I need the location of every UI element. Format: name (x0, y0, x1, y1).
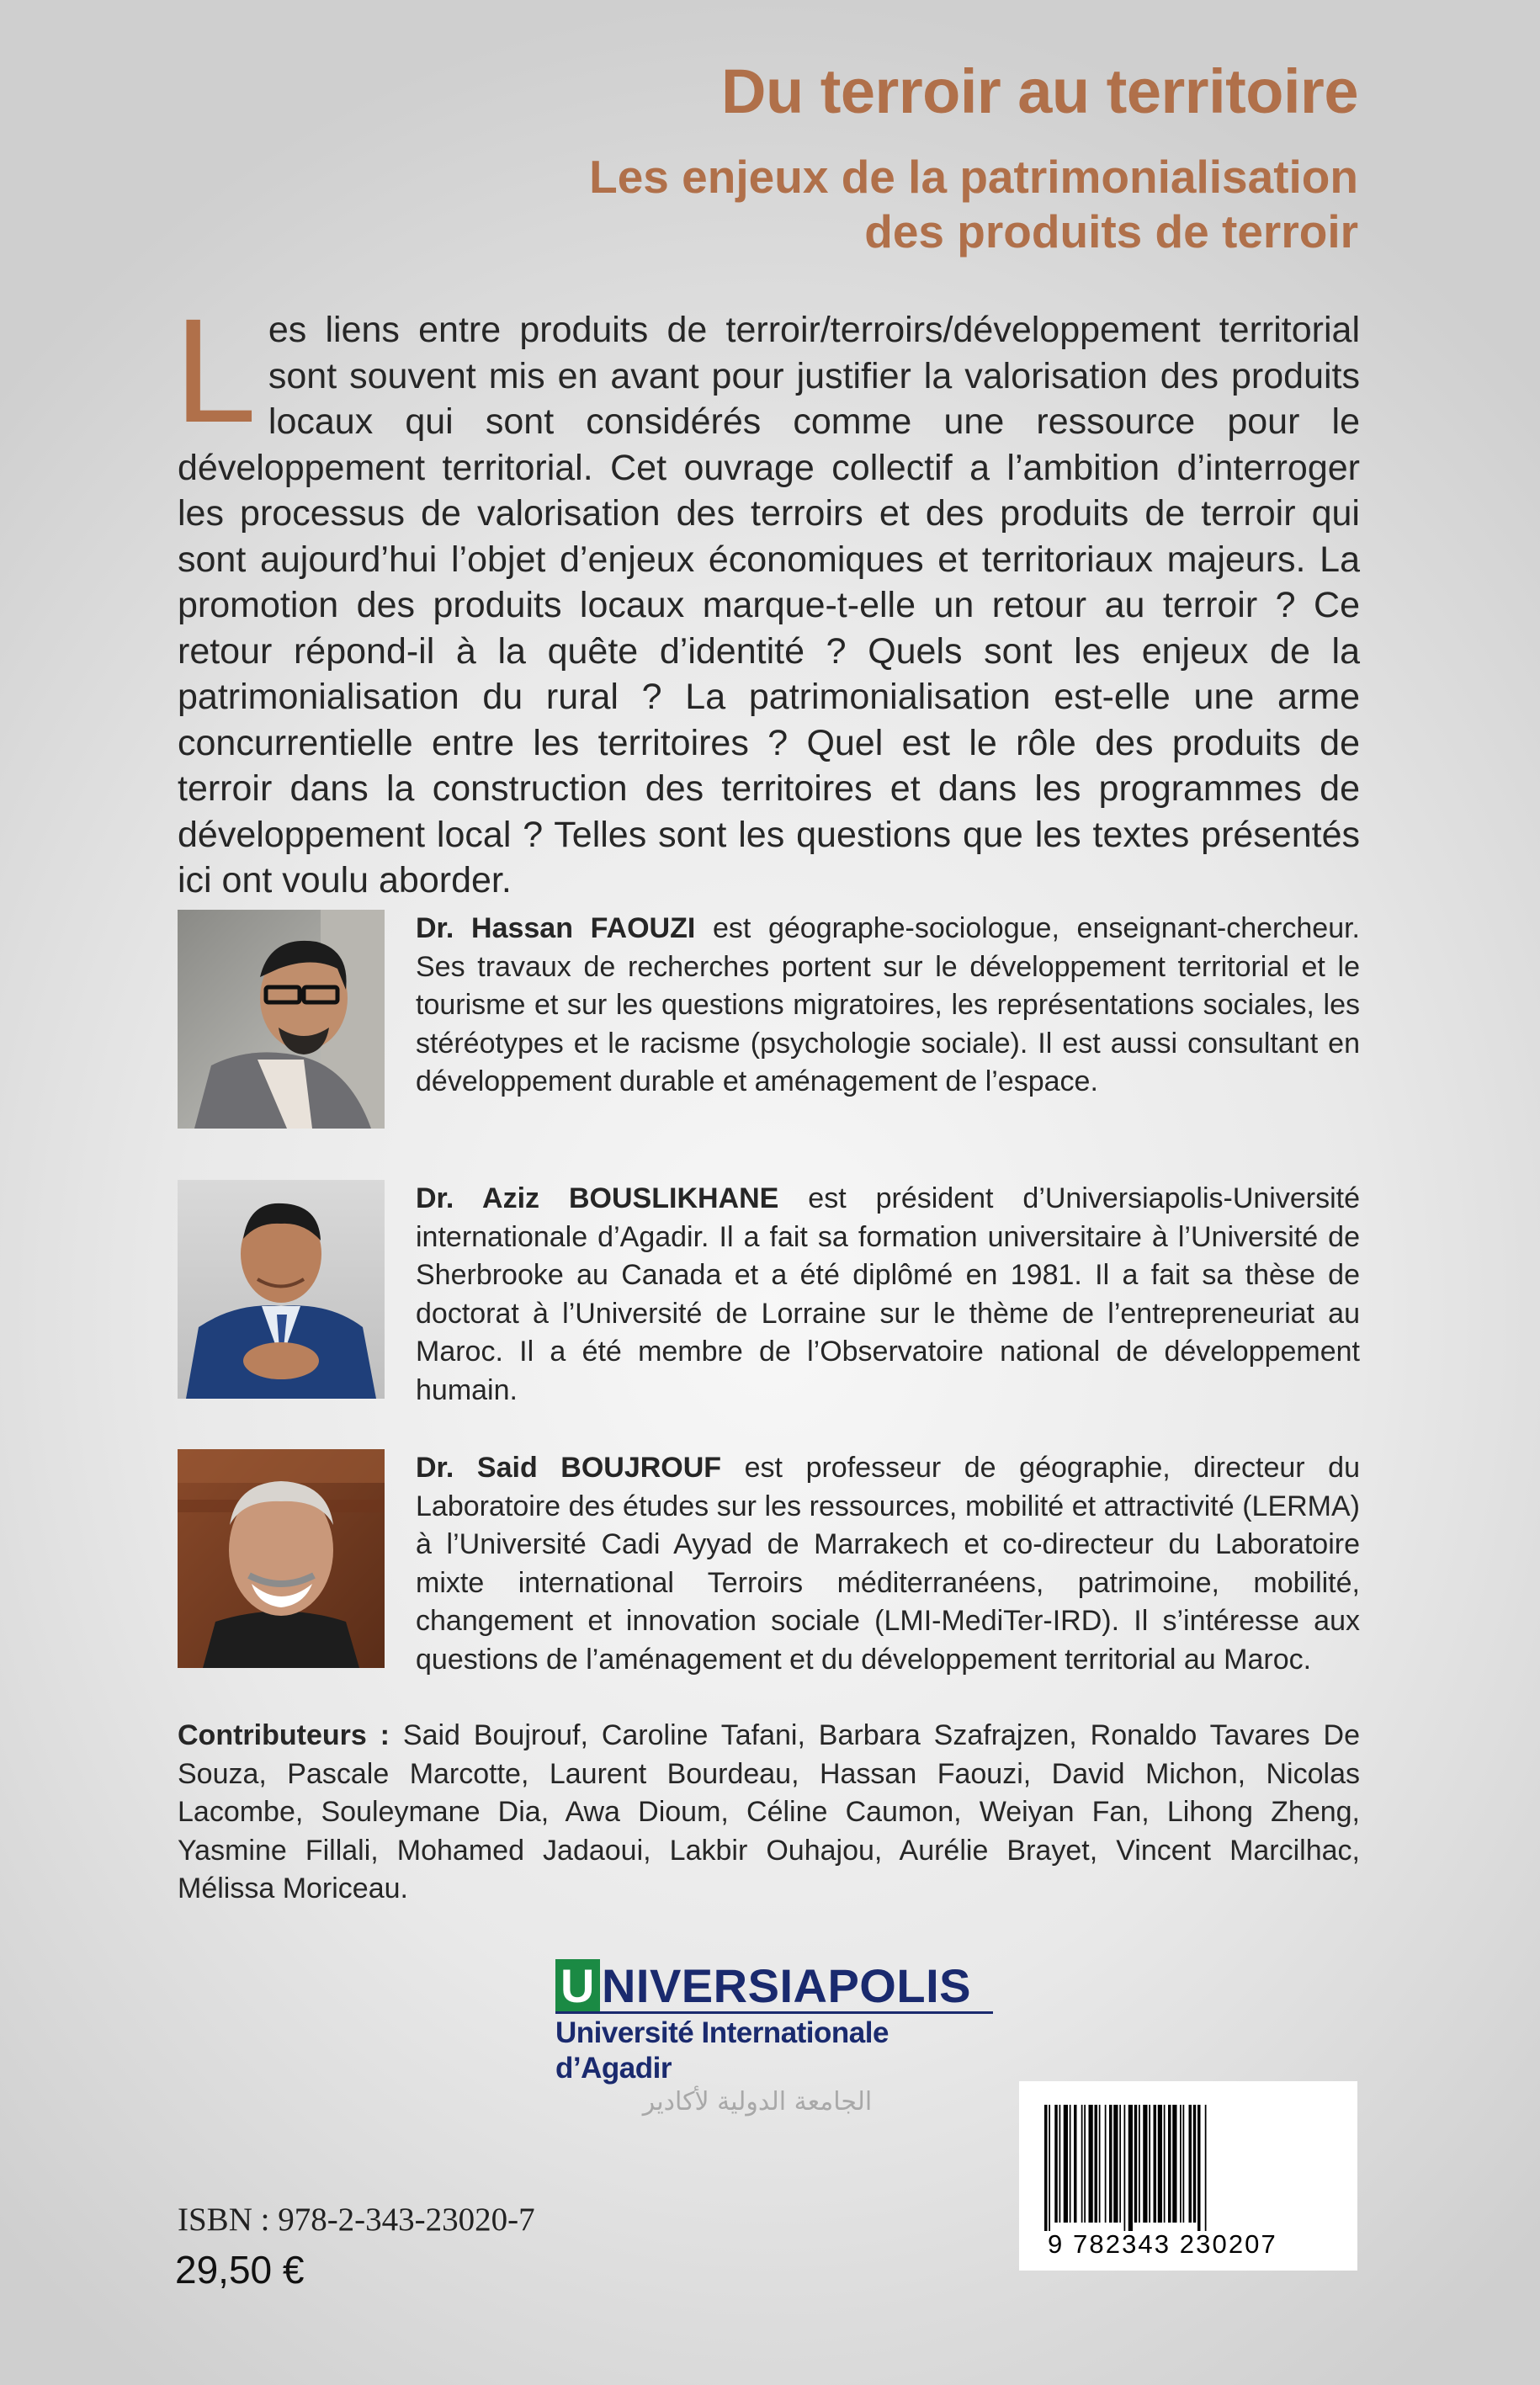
barcode-bar (1158, 2105, 1162, 2223)
barcode-bar (1054, 2105, 1058, 2223)
barcode-bar (1197, 2105, 1201, 2231)
book-subtitle (348, 150, 1358, 259)
barcode-bar (1070, 2105, 1071, 2223)
author-description-boujrouf: est professeur de géographie, directeur du Laboratoire des études sur les ressources, mobilité et attractivité (LERMA) à l’Université Cadi Ayyad de Marrakech et co-directeur du Laboratoire mixte international Terroirs méditerranéens, patrimoine, mobilité, changement et innovation sociale (LMI-MediTer-IRD). Il s’intéresse aux questions de l’aménagement et du développement territorial au Maroc. (416, 1452, 1360, 1676)
barcode-bar (1064, 2105, 1068, 2223)
barcode-bar (1089, 2105, 1093, 2223)
barcode-bar (1095, 2105, 1098, 2223)
barcode-bar (1139, 2105, 1140, 2223)
barcode-bar (1205, 2105, 1207, 2231)
author-name-boujrouf: Dr. Said BOUJROUF (416, 1452, 722, 1484)
barcode-bar (1109, 2105, 1113, 2223)
barcode-bar (1128, 2105, 1133, 2231)
publisher-logo (555, 1959, 993, 2117)
author-bio-text-boujrouf (416, 1449, 1360, 1680)
barcode-bar (1059, 2105, 1061, 2223)
barcode-bar (1183, 2105, 1185, 2223)
logo-brand-rest: NIVERSIAPOLIS (601, 1959, 971, 2012)
drop-cap-letter: L (174, 289, 257, 454)
contributors-names: Said Boujrouf, Caroline Tafani, Barbara Szafrajzen, Ronaldo Tavares De Souza, Pascale Marcotte, Laurent Bourdeau, Hassan Faouzi, David Michon, Nicolas Lacombe, Souleymane Dia, Awa Dioum, Céline Caumon, Weiyan Fan, Lihong Zheng, Yasmine Fillali, Mohamed Jadaoui, Lakbir Ouhajou, Aurélie Brayet, Vincent Marcilhac, Mélissa Moriceau. (178, 1719, 1360, 1905)
barcode-bar (1193, 2105, 1197, 2223)
barcode-bar (1049, 2105, 1050, 2231)
barcode-bar (1124, 2105, 1126, 2231)
price-label: 29,50 € (175, 2248, 305, 2292)
barcode-bar (1154, 2105, 1157, 2223)
author-bio-text-faouzi (416, 910, 1360, 1102)
barcode-icon (1044, 2105, 1335, 2231)
book-summary (174, 289, 1360, 904)
subtitle-line-2: des produits de terroir (864, 205, 1358, 258)
barcode-bar (1172, 2105, 1176, 2223)
barcode-bar (1164, 2105, 1166, 2223)
author-description-bouslikhane: est président d’Universiapolis-Université internationale d’Agadir. Il a fait sa formation universitaire à l’Université de Sherbrooke au Canada et a été diplômé en 1981. Il a fait sa thèse de doctorat à l’Université de Lorraine sur le thème de l’entrepreneuriat au Maroc. Il a été membre de l’Observatoire national de développement humain. (416, 1182, 1360, 1406)
author-name-faouzi: Dr. Hassan FAOUZI (416, 912, 696, 944)
author-bio-text-bouslikhane (416, 1180, 1360, 1410)
isbn-number: ISBN : 978-2-343-23020-7 (178, 2202, 535, 2238)
summary-text: es liens entre produits de terroir/terroirs/développement territorial sont souvent mis en avant pour justifier la valorisation des produits locaux qui sont considérés comme une ressource pour le développement territorial. Cet ouvrage collectif a l’ambition d’interroger les processus de valorisation des terroirs et des produits de terroir qui sont aujourd’hui l’objet d’enjeux économiques et territoriaux majeurs. La promotion des produits locaux marque-t-elle un retour au terroir ? Ce retour répond-il à la quête d’identité ? Quels sont les enjeux de la patrimonialisation du rural ? La patrimonialisation est-elle une arme concurrentielle entre les territoires ? Quel est le rôle des produits de terroir dans la construction des territoires et dans les programmes de développement local ? Telles sont les questions que les textes présentés ici ont voulu aborder. (178, 310, 1360, 900)
author-photo-faouzi (178, 910, 385, 1129)
barcode-bar (1084, 2105, 1086, 2223)
subtitle-line-1: Les enjeux de la patrimonialisation (589, 151, 1358, 203)
logo-initial: U (555, 1959, 600, 2012)
barcode-bar (1081, 2105, 1083, 2223)
barcode-bar (1099, 2105, 1101, 2223)
author-photo-boujrouf (178, 1449, 385, 1668)
barcode-bar (1180, 2105, 1182, 2223)
logo-arabic-tagline: الجامعة الدولية لأكادير (642, 2087, 873, 2117)
logo-tagline: Université Internationale d’Agadir (555, 2011, 993, 2086)
barcode-bar (1074, 2105, 1077, 2223)
author-photo-bouslikhane (178, 1180, 385, 1399)
author-description-faouzi: est géographe-sociologue, enseignant-chercheur. Ses travaux de recherches portent sur le développement territorial et le tourisme et sur les questions migratoires, les représentations sociales, les stéréotypes et le racisme (psychologie sociale). Il est aussi consultant en développement durable et aménagement de l’espace. (416, 912, 1360, 1098)
barcode-bar (1134, 2105, 1138, 2223)
barcode-bar (1149, 2105, 1150, 2223)
book-title: Du terroir au territoire (721, 56, 1358, 126)
barcode-bar (1119, 2105, 1121, 2223)
barcode-bar (1113, 2105, 1118, 2223)
barcode-digits: 9 782343 230207 (1048, 2229, 1277, 2259)
contributors-label: Contributeurs : (178, 1719, 390, 1751)
barcode-bar (1143, 2105, 1147, 2223)
barcode-bar (1189, 2105, 1192, 2223)
logo-wordmark (555, 1961, 993, 2011)
barcode-panel (1019, 2081, 1357, 2271)
barcode-bar (1168, 2105, 1171, 2223)
contributors-list (178, 1717, 1360, 1909)
barcode-bar (1044, 2105, 1048, 2231)
author-name-bouslikhane: Dr. Aziz BOUSLIKHANE (416, 1182, 779, 1214)
barcode-bar (1105, 2105, 1107, 2223)
